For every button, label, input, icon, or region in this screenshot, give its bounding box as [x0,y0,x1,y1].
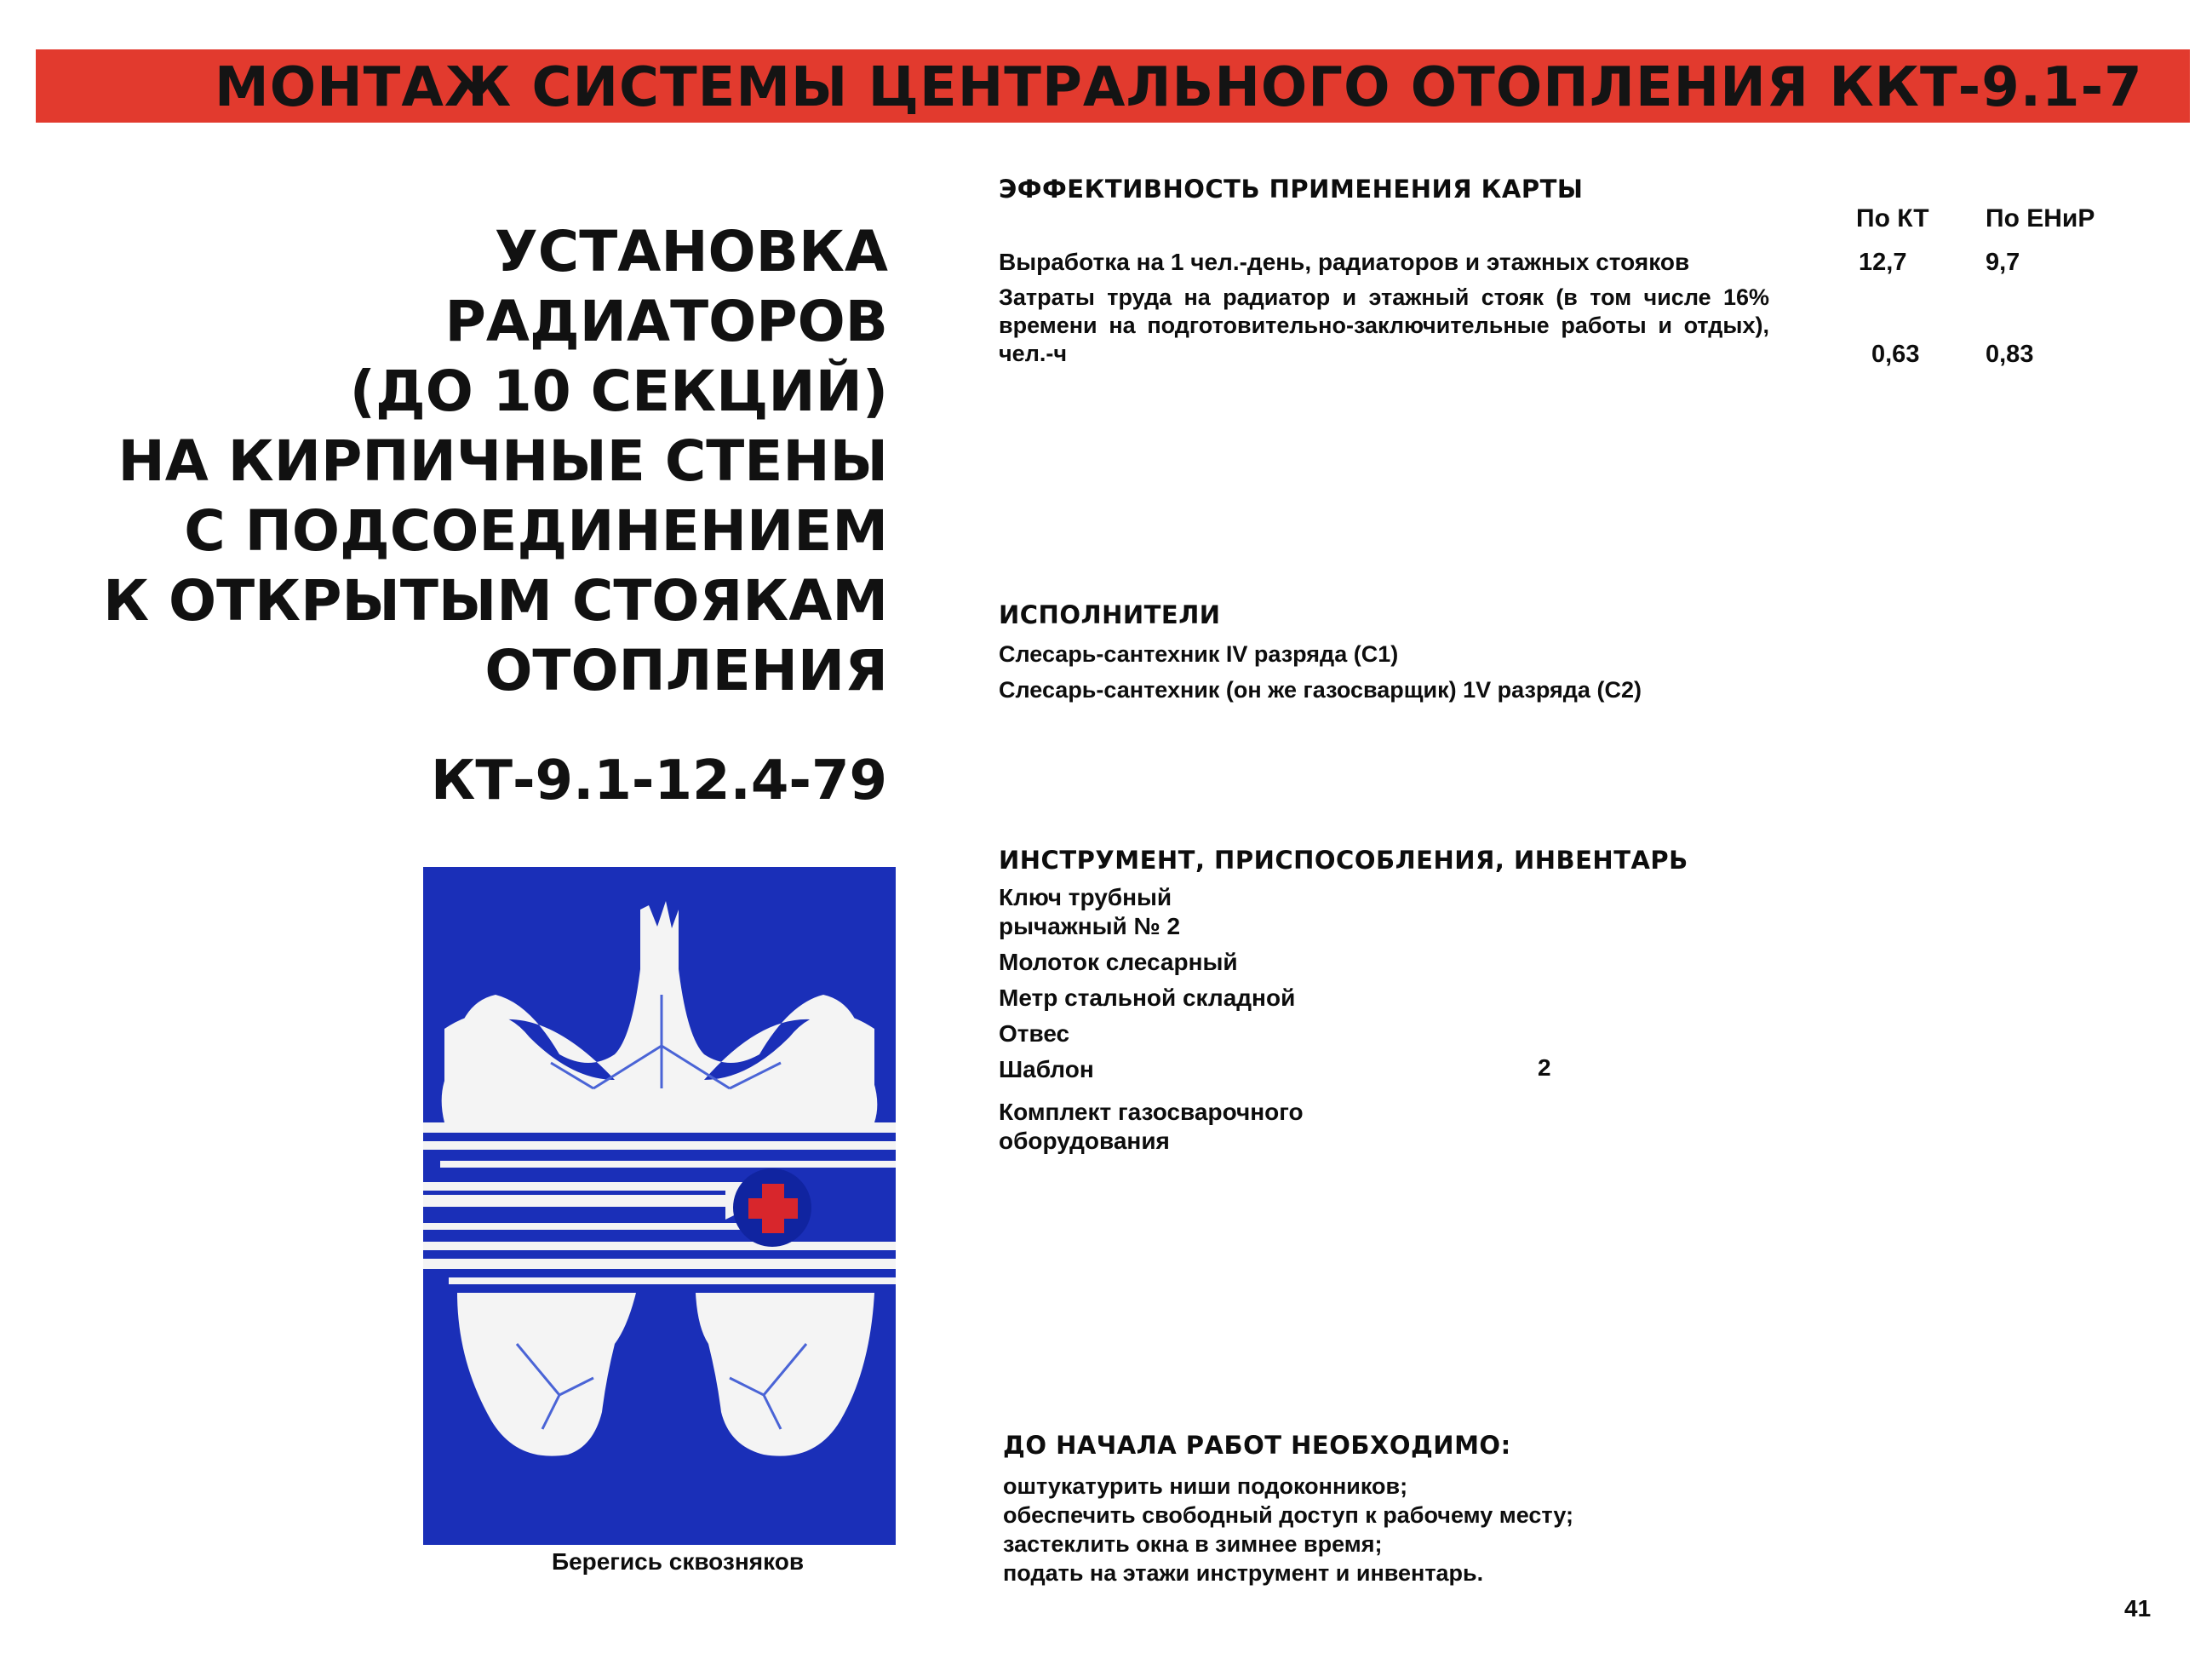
title-line: К ОТКРЫТЫМ СТОЯКАМ [103,568,888,634]
output-kt-value: 12,7 [1859,249,1907,276]
efficiency-heading: ЭФФЕКТИВНОСТЬ ПРИМЕНЕНИЯ КАРТЫ [999,175,1584,204]
safety-poster-image [423,867,896,1545]
title-line: РАДИАТОРОВ [444,289,888,354]
title-line: С ПОДСОЕДИНЕНИЕМ [184,498,888,564]
title-line: УСТАНОВКА [494,219,888,284]
tool-item-line: оборудования [999,1128,1170,1154]
tool-item-line: Ключ трубный [999,884,1172,910]
card-title [37,217,888,706]
tools-section [999,846,1688,1156]
executor-item: Слесарь-сантехник (он же газосварщик) 1V разряда (C2) [999,677,1642,703]
before-work-item: оштукатурить ниши подоконников; [1003,1473,1408,1499]
tool-item: Шаблон [999,1056,1094,1082]
executors-heading: ИСПОЛНИТЕЛИ [999,600,1221,629]
output-enir-value: 9,7 [1986,249,2020,276]
tool-item-line: рычажный № 2 [999,913,1181,939]
title-line: НА КИРПИЧНЫЕ СТЕНЫ [117,428,888,494]
title-line: ОТОПЛЕНИЯ [484,638,888,703]
tool-item: Метр стальной складной [999,984,1296,1011]
efficiency-row-labor: Затраты труда на радиатор и этажный стояк (в том числе 16% времени на подготовительно-заключительные работы и отдых), чел.-ч [999,284,1769,366]
labor-kt-value: 0,63 [1871,341,1920,368]
poster-illustration [423,867,896,1545]
card-code: КТ-9.1-12.4-79 [431,749,887,812]
before-work-section [1003,1431,1573,1587]
header-banner [36,49,2190,123]
before-work-item: подать на этажи инструмент и инвентарь. [1003,1560,1484,1586]
title-line: (ДО 10 СЕКЦИЙ) [349,359,888,424]
tool-item: Отвес [999,1020,1070,1047]
executor-item: Слесарь-сантехник IV разряда (C1) [999,641,1399,667]
tool-item [999,883,1688,941]
header-title: МОНТАЖ СИСТЕМЫ ЦЕНТРАЛЬНОГО ОТОПЛЕНИЯ ККТ-9.1-7 [215,56,2143,119]
tool-item-line: Комплект газосварочного [999,1099,1304,1125]
before-work-item: обеспечить свободный доступ к рабочему месту; [1003,1502,1573,1528]
tool-item [999,1098,1688,1156]
tool-item: Молоток слесарный [999,949,1238,975]
column-header-kt: По КТ [1856,204,1929,232]
poster-caption: Берегись сквозняков [551,1548,805,1575]
before-work-heading: ДО НАЧАЛА РАБОТ НЕОБХОДИМО: [1003,1431,1511,1460]
executors-section [999,600,1642,704]
labor-enir-value: 0,83 [1986,341,2034,368]
column-header-enir: По ЕНиР [1986,204,2095,232]
before-work-item: застеклить окна в зимнее время; [1003,1531,1383,1557]
efficiency-row-output: Выработка на 1 чел.-день, радиаторов и этажных стояков [999,249,1690,275]
tool-quantity: 2 [1538,1054,1551,1081]
tools-heading: ИНСТРУМЕНТ, ПРИСПОСОБЛЕНИЯ, ИНВЕНТАРЬ [999,846,1688,875]
page-number: 41 [2124,1595,2152,1622]
